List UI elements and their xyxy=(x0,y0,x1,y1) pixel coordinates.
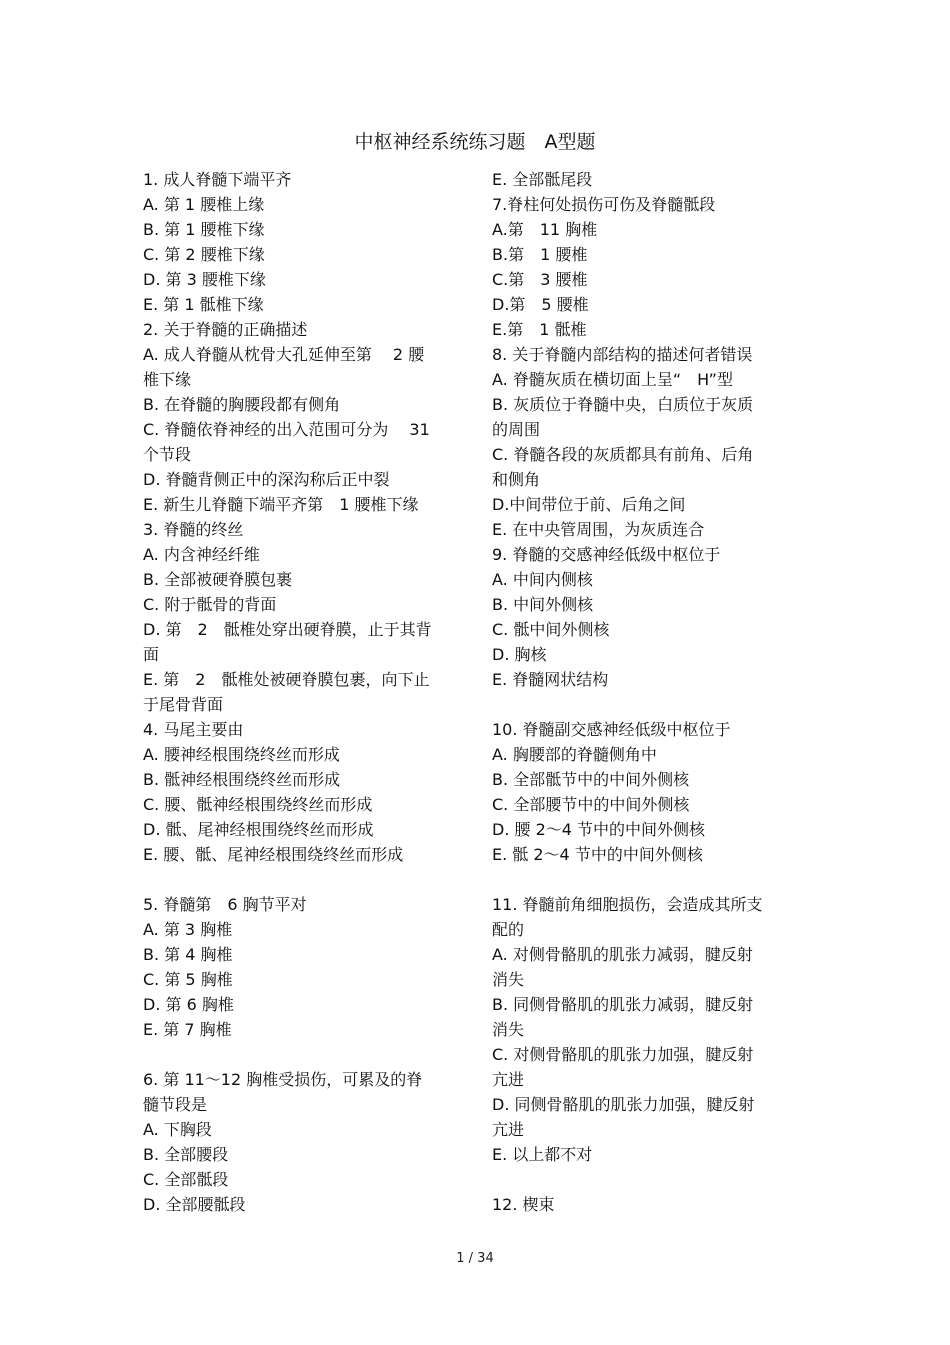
text-line: 消失 xyxy=(492,1020,525,1039)
text-line: A. 对侧骨骼肌的肌张力减弱，腱反射 xyxy=(492,945,753,964)
text-line: B. 全部被硬脊膜包裹 xyxy=(143,570,293,589)
text-line: C. 第 5 胸椎 xyxy=(143,970,233,989)
text-line: B. 全部腰段 xyxy=(143,1145,229,1164)
text-line: E. 腰、骶、尾神经根围绕终丝而形成 xyxy=(143,845,404,864)
text-line: 3. 脊髓的终丝 xyxy=(143,520,244,539)
page-number: 1 / 34 xyxy=(456,1251,494,1266)
text-line: 髓节段是 xyxy=(143,1095,208,1114)
text-line: D. 第 2 骶椎处穿出硬脊膜，止于其背 xyxy=(143,620,432,639)
text-line: 于尾骨背面 xyxy=(143,695,224,714)
text-line: A. 下胸段 xyxy=(143,1120,212,1139)
text-line: D. 全部腰骶段 xyxy=(143,1195,246,1214)
text-line: B. 骶神经根围绕终丝而形成 xyxy=(143,770,341,789)
text-line: A.第 11 胸椎 xyxy=(492,220,598,239)
text-line: B. 灰质位于脊髓中央，白质位于灰质 xyxy=(492,395,754,414)
text-line: D. 脊髓背侧正中的深沟称后正中裂 xyxy=(143,470,390,489)
text-line: E. 新生儿脊髓下端平齐第 1 腰椎下缘 xyxy=(143,495,419,514)
text-line: B.第 1 腰椎 xyxy=(492,245,588,264)
text-line: E. 全部骶尾段 xyxy=(492,170,593,189)
text-line: 6. 第 11～12 胸椎受损伤，可累及的脊 xyxy=(143,1070,423,1089)
text-line: A. 腰神经根围绕终丝而形成 xyxy=(143,745,340,764)
text-line: E. 以上都不对 xyxy=(492,1145,593,1164)
blank-line xyxy=(492,867,798,892)
text-line: E. 第 2 骶椎处被硬脊膜包裹，向下止 xyxy=(143,670,430,689)
text-line: 面 xyxy=(143,645,160,664)
text-line: E. 骶 2～4 节中的中间外侧核 xyxy=(492,845,703,864)
text-line: 亢进 xyxy=(492,1120,525,1139)
text-line: 2. 关于脊髓的正确描述 xyxy=(143,320,308,339)
text-line: 椎下缘 xyxy=(143,370,192,389)
text-line: E. 第 1 骶椎下缘 xyxy=(143,295,264,314)
text-line: 4. 马尾主要由 xyxy=(143,720,244,739)
text-line: C. 骶中间外侧核 xyxy=(492,620,610,639)
text-line: D. 腰 2～4 节中的中间外侧核 xyxy=(492,820,706,839)
text-line: 8. 关于脊髓内部结构的描述何者错误 xyxy=(492,345,753,364)
text-line: D. 第 6 胸椎 xyxy=(143,995,234,1014)
text-line: 9. 脊髓的交感神经低级中枢位于 xyxy=(492,545,721,564)
text-line: 10. 脊髓副交感神经低级中枢位于 xyxy=(492,720,731,739)
text-line: E.第 1 骶椎 xyxy=(492,320,587,339)
text-line: A. 成人脊髓从枕骨大孔延伸至第 2 腰 xyxy=(143,345,425,364)
text-line: D. 第 3 腰椎下缘 xyxy=(143,270,266,289)
right-column xyxy=(492,167,798,1217)
text-line: C. 附于骶骨的背面 xyxy=(143,595,277,614)
text-line: D. 胸核 xyxy=(492,645,547,664)
text-line: A. 第 1 腰椎上缘 xyxy=(143,195,265,214)
text-line: 亢进 xyxy=(492,1070,525,1089)
text-line: E. 脊髓网状结构 xyxy=(492,670,609,689)
text-line: B. 中间外侧核 xyxy=(492,595,594,614)
text-line: A. 第 3 胸椎 xyxy=(143,920,233,939)
text-line: C. 对侧骨骼肌的肌张力加强，腱反射 xyxy=(492,1045,754,1064)
text-line: C. 全部腰节中的中间外侧核 xyxy=(492,795,690,814)
text-line: B. 同侧骨骼肌的肌张力减弱，腱反射 xyxy=(492,995,754,1014)
text-line: D.第 5 腰椎 xyxy=(492,295,589,314)
text-line: C.第 3 腰椎 xyxy=(492,270,588,289)
text-line: A. 胸腰部的脊髓侧角中 xyxy=(492,745,657,764)
text-line: D.中间带位于前、后角之间 xyxy=(492,495,686,514)
blank-line xyxy=(492,1167,798,1192)
text-line: A. 内含神经纤维 xyxy=(143,545,260,564)
text-line: D. 同侧骨骼肌的肌张力加强，腱反射 xyxy=(492,1095,755,1114)
text-line: D. 骶、尾神经根围绕终丝而形成 xyxy=(143,820,374,839)
text-line: B. 全部骶节中的中间外侧核 xyxy=(492,770,690,789)
text-line: C. 全部骶段 xyxy=(143,1170,229,1189)
text-line: 12. 楔束 xyxy=(492,1195,555,1214)
text-line: C. 脊髓依脊神经的出入范围可分为 31 xyxy=(143,420,430,439)
text-line: 的周围 xyxy=(492,420,541,439)
blank-line xyxy=(143,867,463,892)
text-line: 和侧角 xyxy=(492,470,541,489)
text-line: 个节段 xyxy=(143,445,192,464)
text-line: A. 脊髓灰质在横切面上呈“ H”型 xyxy=(492,370,733,389)
text-line: 11. 脊髓前角细胞损伤，会造成其所支 xyxy=(492,895,763,914)
text-line: 7.脊柱何处损伤可伤及脊髓骶段 xyxy=(492,195,716,214)
text-line: B. 第 1 腰椎下缘 xyxy=(143,220,265,239)
text-line: C. 脊髓各段的灰质都具有前角、后角 xyxy=(492,445,754,464)
text-line: 配的 xyxy=(492,920,525,939)
blank-line xyxy=(143,1042,463,1067)
text-line: 1. 成人脊髓下端平齐 xyxy=(143,170,292,189)
text-line: C. 腰、骶神经根围绕终丝而形成 xyxy=(143,795,373,814)
text-line: 消失 xyxy=(492,970,525,989)
text-line: 5. 脊髓第 6 胸节平对 xyxy=(143,895,307,914)
text-line: E. 在中央管周围，为灰质连合 xyxy=(492,520,705,539)
blank-line xyxy=(492,692,798,717)
text-line: C. 第 2 腰椎下缘 xyxy=(143,245,265,264)
text-line: B. 第 4 胸椎 xyxy=(143,945,233,964)
left-column xyxy=(143,167,463,1217)
page-title: 中枢神经系统练习题 A型题 xyxy=(354,131,596,153)
text-line: A. 中间内侧核 xyxy=(492,570,593,589)
text-line: E. 第 7 胸椎 xyxy=(143,1020,232,1039)
text-line: B. 在脊髓的胸腰段都有侧角 xyxy=(143,395,341,414)
